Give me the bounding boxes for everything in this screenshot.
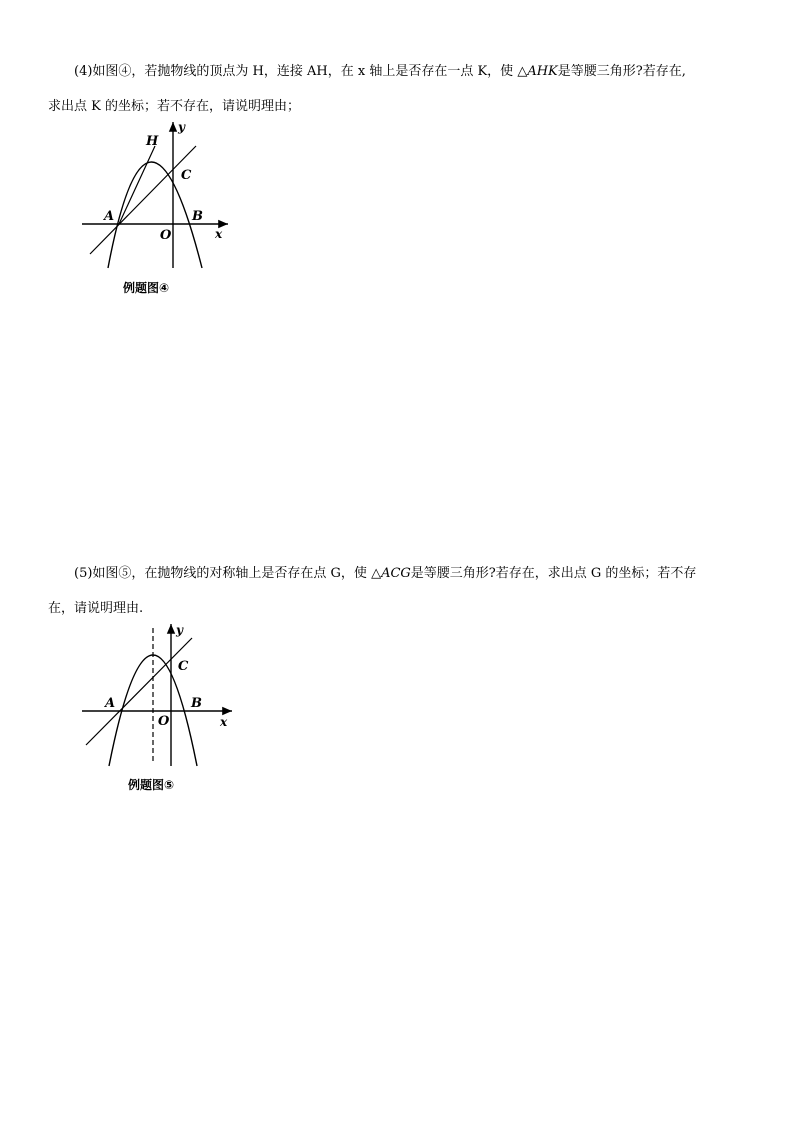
- q5-label-c: C: [178, 659, 189, 674]
- q4-label-o: O: [160, 228, 172, 243]
- q4-label-y: y: [178, 120, 185, 134]
- q5-label-o: O: [158, 714, 170, 729]
- q5-triangle-name: ACG: [381, 566, 411, 581]
- q4-figure-caption: 例题图④: [123, 281, 170, 295]
- q4-segment-ah: [119, 146, 155, 224]
- q4-label-h: H: [146, 134, 159, 149]
- q4-label-b: B: [192, 209, 203, 224]
- q5-text-line-1: [74, 566, 696, 582]
- q4-label-x: x: [215, 227, 223, 241]
- q5-text-start: (5)如图⑤，在抛物线的对称轴上是否存在点 G，使 △: [74, 566, 382, 581]
- q5-label-y: y: [176, 623, 183, 637]
- q4-text-start: (4)如图④，若抛物线的顶点为 H，连接 AH，在 x 轴上是否存在一点 K，使 △: [74, 64, 528, 79]
- q4-line-ac: [90, 146, 196, 254]
- q5-figure-caption: 例题图⑤: [128, 778, 175, 792]
- q5-label-b: B: [191, 696, 202, 711]
- q5-line-ac: [86, 638, 192, 745]
- q4-text-line-1: [74, 64, 686, 80]
- q5-label-x: x: [220, 715, 228, 729]
- q4-label-c: C: [181, 168, 192, 183]
- q5-text-end: 是等腰三角形?若存在，求出点 G 的坐标；若不存: [410, 566, 697, 581]
- q5-figure: [78, 620, 238, 770]
- q4-text-end: 是等腰三角形?若存在,: [557, 64, 686, 79]
- q4-label-a: A: [104, 209, 115, 224]
- q5-text-line-2: 在，请说明理由.: [48, 601, 144, 616]
- q4-triangle-name: AHK: [527, 64, 558, 79]
- q4-text-line-2: 求出点 K 的坐标；若不存在，请说明理由；: [48, 99, 300, 114]
- q4-figure: [78, 116, 238, 276]
- q5-label-a: A: [105, 696, 116, 711]
